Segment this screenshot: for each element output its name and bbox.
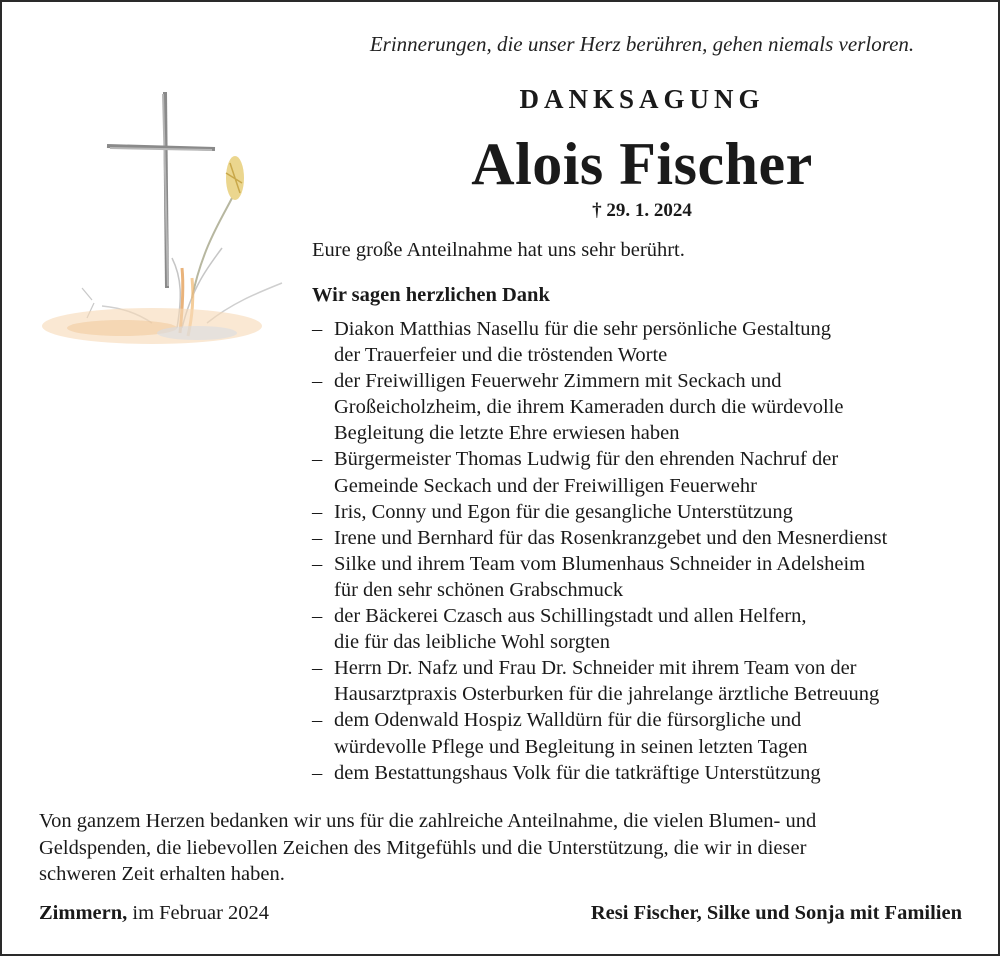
list-item [312,525,992,551]
list-item-line: die für das leibliche Wohl sorgten [334,631,610,654]
place-and-date [39,902,269,925]
deceased-name: Alois Fischer [471,131,813,197]
list-dash: – [312,552,323,575]
list-item-line: Bürgermeister Thomas Ludwig für den ehrenden Nachruf der [334,448,839,471]
closing-line: Geldspenden, die liebevollen Zeichen des Mitgefühls und die Unterstützung, die wir in dieser [39,836,807,859]
cross-illustration [32,88,292,358]
list-item-line: für den sehr schönen Grabschmuck [334,578,624,601]
list-dash: – [312,318,323,340]
list-item-line: dem Bestattungshaus Volk für die tatkräftige Unterstützung [334,761,821,784]
list-item [312,655,992,707]
family-signature: Resi Fischer, Silke und Sonja mit Familien [590,902,962,924]
list-item-line: Silke und ihrem Team vom Blumenhaus Schneider in Adelsheim [334,552,866,575]
list-item-line: Iris, Conny und Egon für die gesangliche Unterstützung [334,500,793,523]
death-date: † 29. 1. 2024 [592,200,692,221]
cross-icon [107,92,215,288]
list-item [312,446,992,498]
list-dash: – [312,761,323,784]
list-item-line: Diakon Matthias Nasellu für die sehr persönliche Gestaltung [334,318,831,340]
list-item [312,603,992,655]
list-item-line: Gemeinde Seckach und der Freiwilligen Feuerwehr [334,474,757,497]
list-item-line: der Bäckerei Czasch aus Schillingstadt und allen Helfern, [334,605,807,628]
list-item [312,707,992,759]
closing-line: Von ganzem Herzen bedanken wir uns für die zahlreiche Anteilnahme, die vielen Blumen- und [39,810,817,832]
thanks-list [312,316,992,786]
wheat-icon [192,156,244,298]
heading: DANKSAGUNG [519,84,765,114]
intro-text: Eure große Anteilnahme hat uns sehr berührt. [312,239,685,261]
list-item-line: Irene und Bernhard für das Rosenkranzgebet und den Mesnerdienst [334,526,888,549]
list-item-line: Großeicholzheim, die ihrem Kameraden durch die würdevolle [334,396,844,419]
list-dash: – [312,657,323,680]
list-item-line: würdevolle Pflege und Begleitung in seinen letzten Tagen [334,735,808,758]
list-dash: – [312,500,323,523]
list-dash: – [312,605,323,628]
list-dash: – [312,448,323,471]
list-item [312,368,992,446]
date-text: im Februar 2024 [127,902,270,924]
list-item-line: der Trauerfeier und die tröstenden Worte [334,344,668,367]
list-item-line: Hausarztpraxis Osterburken für die jahrelange ärztliche Betreuung [334,683,880,706]
list-item-line: Herrn Dr. Nafz und Frau Dr. Schneider mit ihrem Team von der [334,657,857,680]
list-item [312,760,992,786]
list-item [312,551,992,603]
closing-line: schweren Zeit erhalten haben. [39,863,285,885]
list-dash: – [312,709,323,732]
place-name: Zimmern, [39,902,128,924]
list-dash: – [312,526,323,549]
list-item [312,316,992,368]
list-item-line: der Freiwilligen Feuerwehr Zimmern mit Seckach und [334,370,782,393]
list-item-line: Begleitung die letzte Ehre erwiesen haben [334,422,680,445]
list-item-line: dem Odenwald Hospiz Walldürn für die fürsorgliche und [334,709,802,732]
closing-paragraph [39,808,979,888]
motto: Erinnerungen, die unser Herz berühren, gehen niemals verloren. [369,32,915,56]
list-item [312,499,992,525]
list-dash: – [312,370,323,393]
thanks-heading: Wir sagen herzlichen Dank [312,284,550,306]
